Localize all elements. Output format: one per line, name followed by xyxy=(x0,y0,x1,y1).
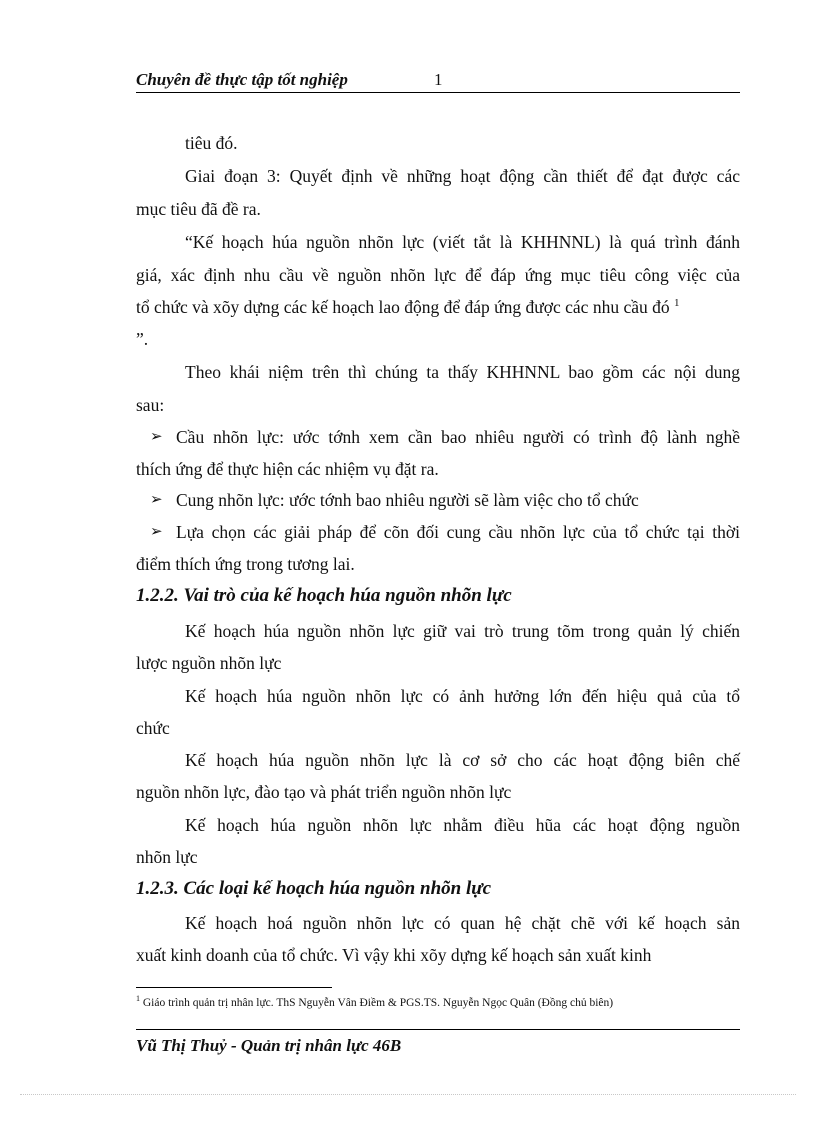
footnote-number: 1 xyxy=(136,994,140,1004)
bullet-item: Cung nhõn lực: ước tớnh bao nhiêu người sẽ làm việc cho tổ chức xyxy=(176,490,639,510)
page-edge-divider xyxy=(20,1094,796,1095)
body-line xyxy=(136,296,679,318)
footnote-ref: 1 xyxy=(673,297,680,310)
bullet-arrow-icon: ➢ xyxy=(150,524,163,540)
page-number: 1 xyxy=(434,70,443,89)
body-line: điểm thích ứng trong tương lai. xyxy=(136,554,355,574)
footer-rule xyxy=(136,1029,740,1030)
body-line: Kế hoạch húa nguồn nhõn lực có ảnh hưởng lớn đến hiệu quả của tổ xyxy=(185,686,740,706)
body-line: Giai đoạn 3: Quyết định về những hoạt động cần thiết để đạt được các xyxy=(185,166,740,186)
bullet-arrow-icon: ➢ xyxy=(150,429,163,445)
body-line: Kế hoạch húa nguồn nhõn lực giữ vai trò trung tõm trong quản lý chiến xyxy=(185,621,740,641)
body-line: xuất kinh doanh của tổ chức. Vì vậy khi xõy dựng kế hoạch sản xuất kinh xyxy=(136,945,652,965)
body-line: giá, xác định nhu cầu về nguồn nhõn lực để đáp ứng mục tiêu công việc của xyxy=(136,265,740,285)
body-line: thích ứng để thực hiện các nhiệm vụ đặt ra. xyxy=(136,459,439,479)
footnote-text: Giáo trình quản trị nhân lực. ThS Nguyễn Vân Điềm & PGS.TS. Nguyễn Ngọc Quân (Đồng chủ biên) xyxy=(142,997,614,1009)
body-line: “Kế hoạch húa nguồn nhõn lực (viết tắt là KHHNNL) là quá trình đánh xyxy=(185,232,740,252)
footnote xyxy=(136,995,613,1011)
body-line: Kế hoạch húa nguồn nhõn lực nhằm điều hũa các hoạt động nguồn xyxy=(185,815,740,835)
page-footer: Vũ Thị Thuỷ - Quản trị nhân lực 46B xyxy=(136,1036,402,1055)
bullet-arrow-icon: ➢ xyxy=(150,492,163,508)
bullet-item: Cầu nhõn lực: ước tớnh xem cần bao nhiêu người có trình độ lành nghề xyxy=(176,427,740,447)
body-line: ”. xyxy=(136,329,149,349)
body-line: chức xyxy=(136,718,170,738)
section-heading: 1.2.3. Các loại kế hoạch húa nguồn nhõn lực xyxy=(136,878,492,899)
page-header xyxy=(136,66,740,93)
body-line: nhõn lực xyxy=(136,847,198,867)
body-line: mục tiêu đã đề ra. xyxy=(136,199,261,219)
body-line: nguồn nhõn lực, đào tạo và phát triển nguồn nhõn lực xyxy=(136,782,512,802)
body-line: Theo khái niệm trên thì chúng ta thấy KHHNNL bao gồm các nội dung xyxy=(185,362,740,382)
section-heading: 1.2.2. Vai trò của kế hoạch húa nguồn nhõn lực xyxy=(136,585,512,606)
body-line: Kế hoạch hoá nguồn nhõn lực có quan hệ chặt chẽ với kế hoạch sản xyxy=(185,913,740,933)
body-line: Kế hoạch húa nguồn nhõn lực là cơ sở cho các hoạt động biên chế xyxy=(185,750,740,770)
body-line: sau: xyxy=(136,395,165,415)
body-line: tiêu đó. xyxy=(185,133,238,153)
bullet-item: Lựa chọn các giải pháp để cõn đối cung cầu nhõn lực của tổ chức tại thời xyxy=(176,522,740,542)
body-line: lược nguồn nhõn lực xyxy=(136,653,282,673)
body-line-text: tổ chức và xõy dựng các kế hoạch lao động để đáp ứng được các nhu cầu đó xyxy=(136,297,670,317)
footnote-separator xyxy=(136,987,332,988)
header-title: Chuyên đề thực tập tốt nghiệp xyxy=(136,70,348,89)
